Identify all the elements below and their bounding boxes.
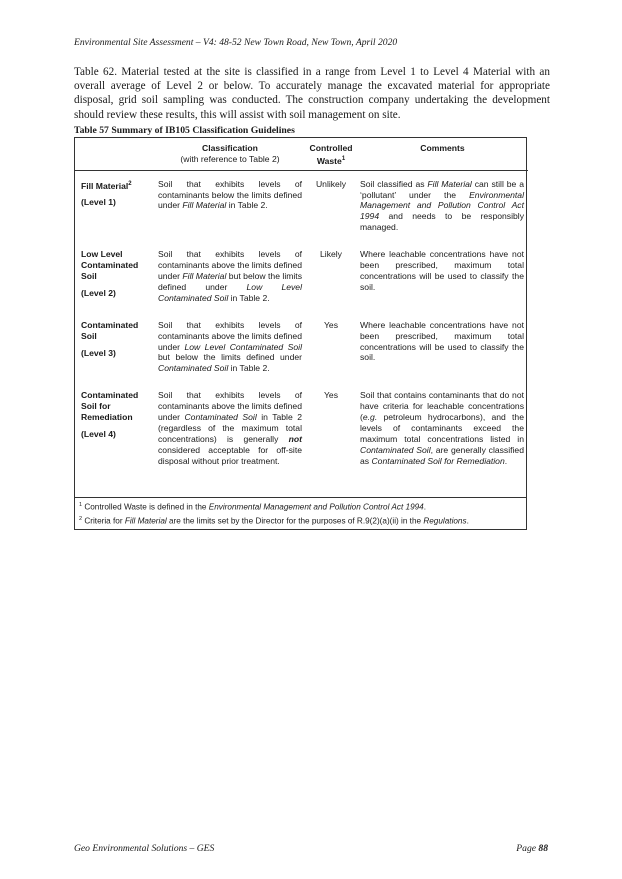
com-text: petroleum hydrocarbons), and the levels of contaminants exceed the maximum total concentrations listed in: [360, 412, 524, 444]
header-classification: [155, 138, 305, 170]
footnote-text: .: [423, 503, 427, 513]
row-name-cell: [75, 390, 155, 466]
footer-company: Geo Environmental Solutions – GES: [74, 843, 215, 854]
header-comments: Comments: [357, 138, 528, 170]
row-name-cell: [75, 170, 155, 233]
table-row: [75, 170, 528, 233]
row-classification: [155, 170, 305, 233]
desc-text: but below the limits defined under: [158, 352, 302, 363]
desc-italic: Contaminated Soil: [158, 363, 229, 374]
desc-italic: Low Level Contaminated Soil: [158, 281, 302, 303]
header-blank: [75, 138, 155, 170]
running-header: Environmental Site Assessment – V4: 48-52 New Town Road, New Town, April 2020: [74, 37, 398, 48]
row-spacer: [75, 374, 528, 390]
row-name: Fill Material: [81, 180, 129, 191]
row-level: (Level 1): [81, 197, 116, 208]
row-name-cell: [75, 320, 155, 375]
row-classification: [155, 320, 305, 375]
com-italic: e.g.: [362, 412, 378, 423]
footnote-number: 1: [79, 502, 83, 509]
header-controlled-waste: [305, 138, 357, 170]
table-row: [75, 390, 528, 466]
row-level: (Level 4): [81, 428, 116, 439]
desc-text: in Table 2.: [228, 292, 270, 303]
header-classification-sub: (with reference to Table 2): [180, 153, 280, 164]
header-waste-label: Waste: [316, 155, 342, 166]
com-italic: Contaminated Soil: [360, 444, 431, 455]
footnote-1: [79, 500, 522, 513]
footnote-2: [79, 514, 522, 527]
body-paragraph: Table 62. Material tested at the site is classified in a range from Level 1 to Level 4 Material with an overall average of Level 2 or below. To accurately manage the excavated material for appropriate disposal, grid soil sampling was conducted. The construction company undertaking the development should review these results, this will assist with soil management on site.: [74, 66, 550, 121]
header-classification-label: Classification: [202, 143, 258, 153]
row-name: Low Level Contaminated Soil: [81, 249, 139, 282]
desc-bold-italic: not: [288, 433, 302, 444]
classification-table: [74, 137, 527, 530]
row-name-cell: [75, 249, 155, 304]
footer-page: [516, 843, 548, 854]
footnote-number: 2: [79, 515, 83, 522]
desc-text: in Table 2 (regardless of the maximum total concentrations) is generally: [158, 412, 302, 444]
footnote-text: Controlled Waste is defined in the: [84, 503, 209, 513]
row-comments: Where leachable concentrations have not been prescribed, maximum total concentrations will be used to classify the soil.: [360, 249, 524, 292]
desc-text: considered acceptable for off-site disposal without prior treatment.: [158, 444, 302, 466]
footnote-text: are the limits set by the Director for the purposes of R.9(2)(a)(ii) in the: [166, 516, 424, 526]
row-spacer: [75, 304, 528, 320]
row-controlled-waste: Yes: [323, 390, 339, 401]
page-label: Page: [516, 843, 536, 854]
row-level: (Level 3): [81, 347, 116, 358]
row-level: (Level 2): [81, 287, 116, 298]
header-controlled-label: Controlled: [309, 143, 353, 153]
com-italic: Environmental Management and Pollution Control Act 1994: [360, 189, 524, 222]
com-text: Soil classified as: [360, 178, 428, 189]
com-text: Soil that contains contaminants that do not have criteria for leachable concentrations (: [360, 390, 524, 423]
desc-italic: Fill Material: [182, 200, 227, 211]
row-classification: [155, 390, 305, 466]
row-controlled-waste: Yes: [323, 319, 339, 330]
desc-text: Soil that exhibits levels of contaminants below the limits defined under: [158, 178, 302, 211]
row-comments: Where leachable concentrations have not been prescribed, maximum total concentrations will be used to classify the soil.: [360, 319, 524, 363]
row-comments: [357, 390, 528, 466]
desc-text: in Table 2.: [228, 363, 270, 374]
header-waste-footnote-ref: 1: [341, 155, 346, 162]
table-caption: Table 57 Summary of IB105 Classification Guidelines: [74, 125, 295, 136]
row-name: Contaminated Soil for Remediation: [81, 390, 139, 423]
row-controlled-waste: Unlikely: [315, 178, 347, 189]
table-row: [75, 320, 528, 375]
com-italic: Fill Material: [427, 178, 472, 189]
row-classification: [155, 249, 305, 304]
footnote-italic: Fill Material: [124, 516, 167, 526]
desc-text: Soil that exhibits levels of contaminants above the limits defined under: [158, 249, 302, 282]
footnote-italic: Environmental Management and Pollution Control Act 1994: [208, 503, 424, 513]
desc-italic: Low Level Contaminated Soil: [184, 341, 302, 352]
desc-italic: Fill Material: [182, 271, 227, 282]
com-text: and needs to be responsibly managed.: [360, 211, 524, 233]
footnote-text: .: [466, 516, 469, 526]
desc-text: but below the limits defined under: [158, 271, 302, 292]
row-name: Contaminated Soil: [81, 319, 139, 341]
desc-italic: Contaminated Soil: [184, 412, 257, 423]
row-spacer: [75, 233, 528, 249]
desc-text: Soil that exhibits levels of contaminants above the limits defined under: [158, 390, 302, 423]
table-header-row: [75, 138, 528, 170]
desc-text: in Table 2.: [226, 200, 268, 211]
footnote-italic: Regulations: [423, 516, 467, 526]
table-footnotes: [75, 497, 526, 529]
com-italic: Contaminated Soil for Remediation: [371, 455, 505, 466]
table-row: [75, 249, 528, 304]
com-text: , are generally classified as: [360, 444, 524, 466]
row-controlled-waste: Likely: [320, 249, 342, 260]
com-text: .: [504, 455, 508, 466]
row-name-footnote-ref: 2: [128, 180, 132, 187]
desc-text: Soil that exhibits levels of contaminants above the limits defined under: [158, 319, 302, 352]
com-text: can still be a ‘pollutant’ under the: [360, 178, 524, 200]
row-comments: [357, 170, 528, 233]
footnote-text: Criteria for: [84, 516, 125, 526]
page-number: 88: [538, 843, 548, 854]
